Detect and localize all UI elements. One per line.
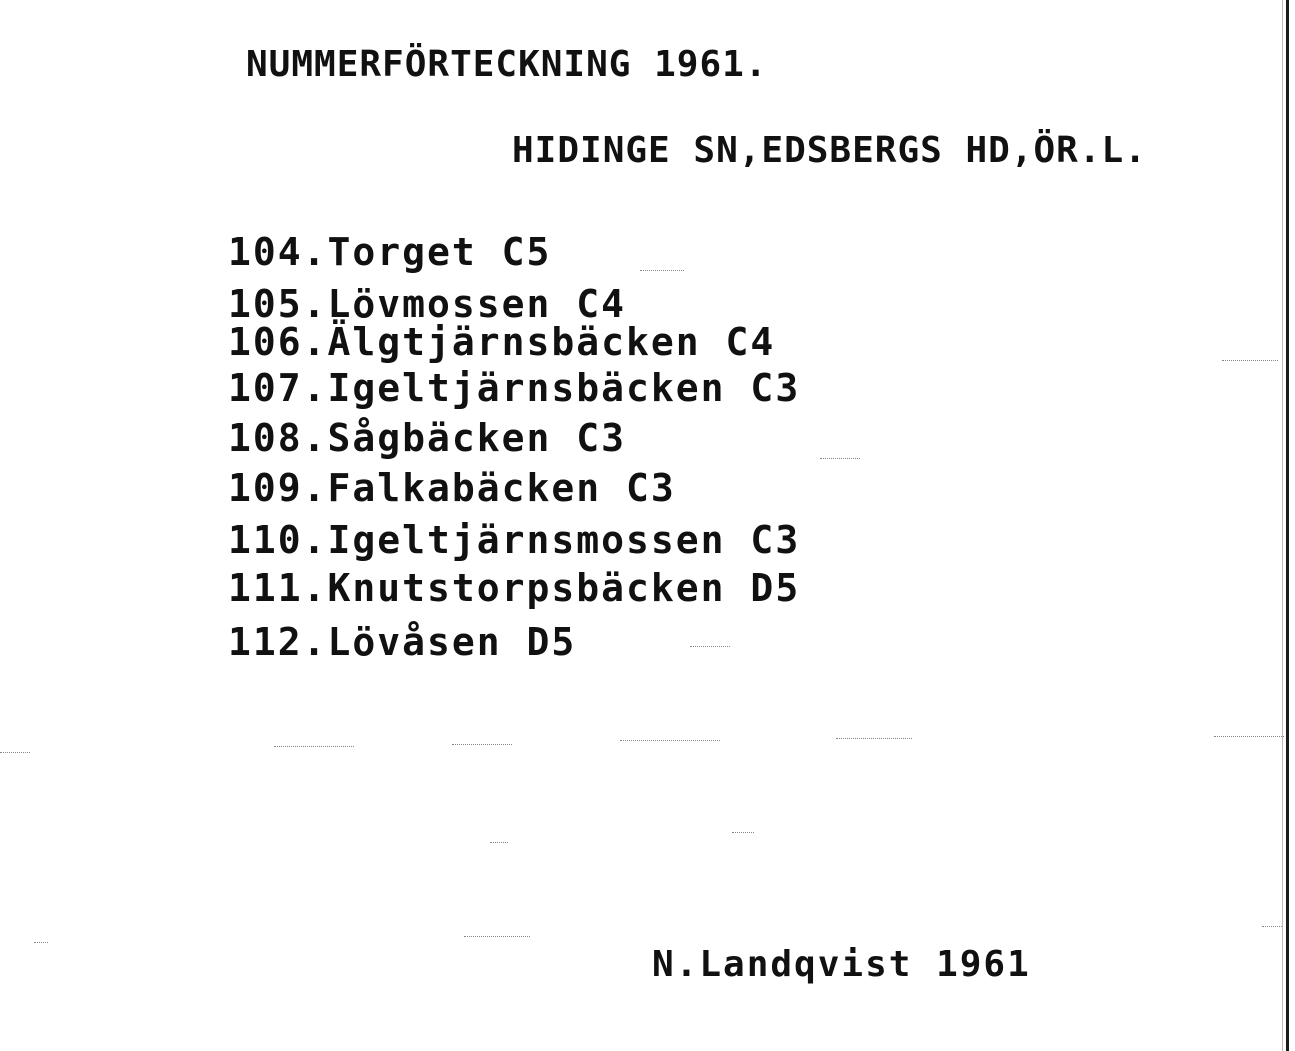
page-edge-shadow [1282,0,1283,1051]
entry-item: 107.Igeltjärnsbäcken C3 [228,366,801,410]
scan-speck [464,936,530,938]
scan-speck [34,942,48,944]
scan-speck [490,842,508,844]
scan-speck [640,270,684,272]
signature: N.Landqvist 1961 [652,944,1031,985]
entry-item: 111.Knutstorpsbäcken D5 [228,566,801,610]
entry-item: 112.Lövåsen D5 [228,620,577,664]
entry-item: 109.Falkabäcken C3 [228,466,676,510]
scan-speck [0,752,30,754]
document-title: NUMMERFÖRTECKNING 1961. [246,44,768,85]
entry-item: 105.Lövmossen C4 [228,282,627,326]
entry-item: 108.Sågbäcken C3 [228,416,627,460]
scan-speck [690,646,730,648]
scan-speck [1214,736,1284,738]
scan-speck [820,458,860,460]
scan-speck [732,832,754,834]
scan-speck [1222,360,1278,362]
scan-speck [1262,926,1282,928]
scan-speck [452,744,512,746]
page-edge-line [1286,0,1289,1051]
entry-item: 110.Igeltjärnsmossen C3 [228,518,801,562]
scan-speck [620,740,720,742]
scan-speck [836,738,912,740]
document-subtitle: HIDINGE SN,EDSBERGS HD,ÖR.L. [512,130,1147,171]
entry-item: 104.Torget C5 [228,230,552,274]
entry-item: 106.Älgtjärnsbäcken C4 [228,320,776,364]
scan-speck [274,746,354,748]
